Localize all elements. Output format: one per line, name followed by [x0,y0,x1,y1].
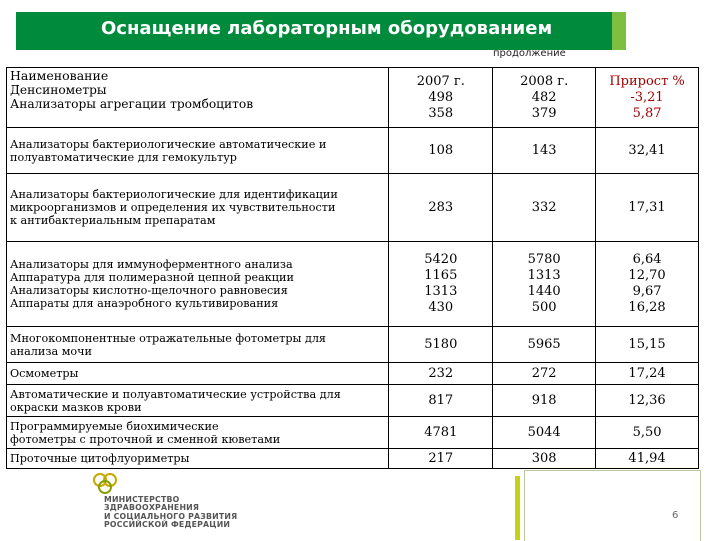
table-cell-name-line: Многокомпонентные отражательные фотометры для [10,331,326,345]
table-cell-name-line: Аппараты для анаэробного культивирования [10,297,279,310]
table-cell-value-line: 5780 [527,252,561,267]
table-cell-value-line: 1313 [424,284,458,299]
table-cell-name [7,417,389,449]
table-cell-name-line: к антибактериальным препаратам [10,214,216,227]
table-cell-value-line: 272 [531,365,557,381]
col-2008-header [493,68,596,128]
table-cell-value-line: 232 [428,365,454,381]
table-cell-name-line: Анализаторы бактериологические для идентификации [10,188,338,201]
table-cell-growth-line: 5,50 [632,424,662,440]
page-number: 6 [672,510,679,521]
table-cell-name-line: Осмометры [10,367,79,380]
table-cell-name-line: микроорганизмов и определения их чувствительности [10,201,336,214]
table-cell-value-line: 5180 [424,336,458,352]
table-cell-growth-line: 15,15 [628,336,666,352]
col-2007-header [389,68,493,128]
table-row [7,449,699,469]
table-cell-value-line: 308 [531,450,557,466]
table-cell-value [493,128,596,174]
table-cell-value [389,363,493,385]
table-row [7,385,699,417]
equipment-table [6,67,699,469]
table-cell-value [389,327,493,363]
table-cell-growth [596,363,699,385]
table-cell-value-line: 918 [531,392,557,408]
table-cell-value-line: 4781 [424,424,458,440]
table-cell-name [7,174,389,242]
table-cell-value: 498 [428,90,454,105]
table-cell-name-line: Программируемые биохимические [10,419,219,433]
table-cell-growth-line: 9,67 [632,284,662,299]
table-body [7,128,699,469]
table-cell-growth [596,385,699,417]
table-cell-growth-line: 6,64 [632,252,662,267]
header-name-label: Наименование [10,68,109,83]
table-cell-value-line: 5420 [424,252,458,267]
table-cell-value [389,417,493,449]
banner-accent [612,12,626,50]
title-banner [16,12,612,50]
table-cell-growth [596,174,699,242]
table-cell-growth-line: 17,31 [628,199,666,215]
table-cell-name-line: фотометры с проточной и сменной кюветами [10,432,281,446]
table-cell-value [389,174,493,242]
table-cell-growth-line: 41,94 [628,450,666,466]
table-cell-value-line: 5044 [527,424,561,440]
header-2008-label: 2008 г. [520,74,569,89]
ministry-emblem-icon [90,472,122,496]
table-cell-name [7,449,389,469]
table-row [7,128,699,174]
table-cell-value-line: 332 [531,199,557,215]
subtitle: продолжение [493,48,566,59]
table-cell-value [493,449,596,469]
table-cell-name [7,327,389,363]
table-cell-value-line: 817 [428,392,454,408]
table-cell-name-line: анализа мочи [10,344,92,358]
table-cell-growth: -3,21 [630,90,664,105]
table-cell-value [493,242,596,327]
table-cell-growth [596,242,699,327]
header-growth-label: Прирост % [609,74,685,89]
table-cell-growth-line: 16,28 [628,300,666,315]
table-cell-growth-line: 17,24 [628,365,666,381]
table-cell-growth: 5,87 [632,106,662,121]
table-cell-value-line: 108 [428,142,454,158]
table-cell-value [389,242,493,327]
table-cell-value [493,385,596,417]
ministry-name: МИНИСТЕРСТВО ЗДРАВООХРАНЕНИЯ И СОЦИАЛЬНОГО РАЗВИТИЯ РОССИЙСКОЙ ФЕДЕРАЦИИ [104,495,238,529]
table-cell-name-line: Проточные цитофлуориметры [10,452,190,465]
table-cell-value: 358 [428,106,454,121]
table-cell-name: Анализаторы агрегации тромбоцитов [10,97,254,111]
table-cell-name-line: окраски мазков крови [10,400,142,414]
table-row [7,363,699,385]
table-cell-name-line: Анализаторы бактериологические автоматические и [10,137,327,151]
table-cell-growth [596,449,699,469]
table-cell-name [7,128,389,174]
table-cell-growth [596,327,699,363]
table-cell-value: 482 [531,90,557,105]
table-cell-name [7,363,389,385]
table-cell-value [389,449,493,469]
header-2007-label: 2007 г. [416,74,465,89]
table-header-row [7,68,699,128]
col-name-header [7,68,389,128]
table-cell-value [493,174,596,242]
table-cell-value-line: 1313 [527,268,561,283]
table-cell-value-line: 143 [531,142,557,158]
table-cell-value-line: 1440 [527,284,561,299]
table-cell-growth-line: 32,41 [628,142,666,158]
table-cell-value [493,417,596,449]
table-cell-value-line: 500 [531,300,557,315]
table-cell-name [7,242,389,327]
table-row [7,174,699,242]
table-cell-value-line: 1165 [424,268,458,283]
footer-panel [524,470,701,541]
page-title: Оснащение лабораторным оборудованием [101,18,553,39]
table-cell-name-line: Аппаратура для полимеразной цепной реакции [10,271,294,284]
table-cell-name [7,385,389,417]
table-row [7,417,699,449]
col-growth-header [596,68,699,128]
table-cell-value-line: 283 [428,199,454,215]
table-cell-value-line: 5965 [527,336,561,352]
table-row [7,242,699,327]
ministry-logo [90,470,250,538]
table-cell-value [389,385,493,417]
table-cell-name-line: полуавтоматические для гемокультур [10,150,237,164]
table-cell-growth [596,417,699,449]
table-cell-growth-line: 12,70 [628,268,666,283]
table-cell-value-line: 217 [428,450,454,466]
table-cell-name-line: Анализаторы для иммуноферментного анализа [10,258,293,271]
table-cell-growth [596,128,699,174]
table-cell-value [493,363,596,385]
table-row [7,327,699,363]
table-cell-name-line: Анализаторы кислотно-щелочного равновесия [10,284,288,297]
green-vertical-bar [515,476,520,540]
table-cell-growth-line: 12,36 [628,392,666,408]
table-cell-value [493,327,596,363]
table-cell-name: Денсинометры [10,83,107,97]
table-cell-name-line: Автоматические и полуавтоматические устройства для [10,387,341,401]
table-cell-value-line: 430 [428,300,454,315]
table-cell-value: 379 [531,106,557,121]
table-cell-value [389,128,493,174]
